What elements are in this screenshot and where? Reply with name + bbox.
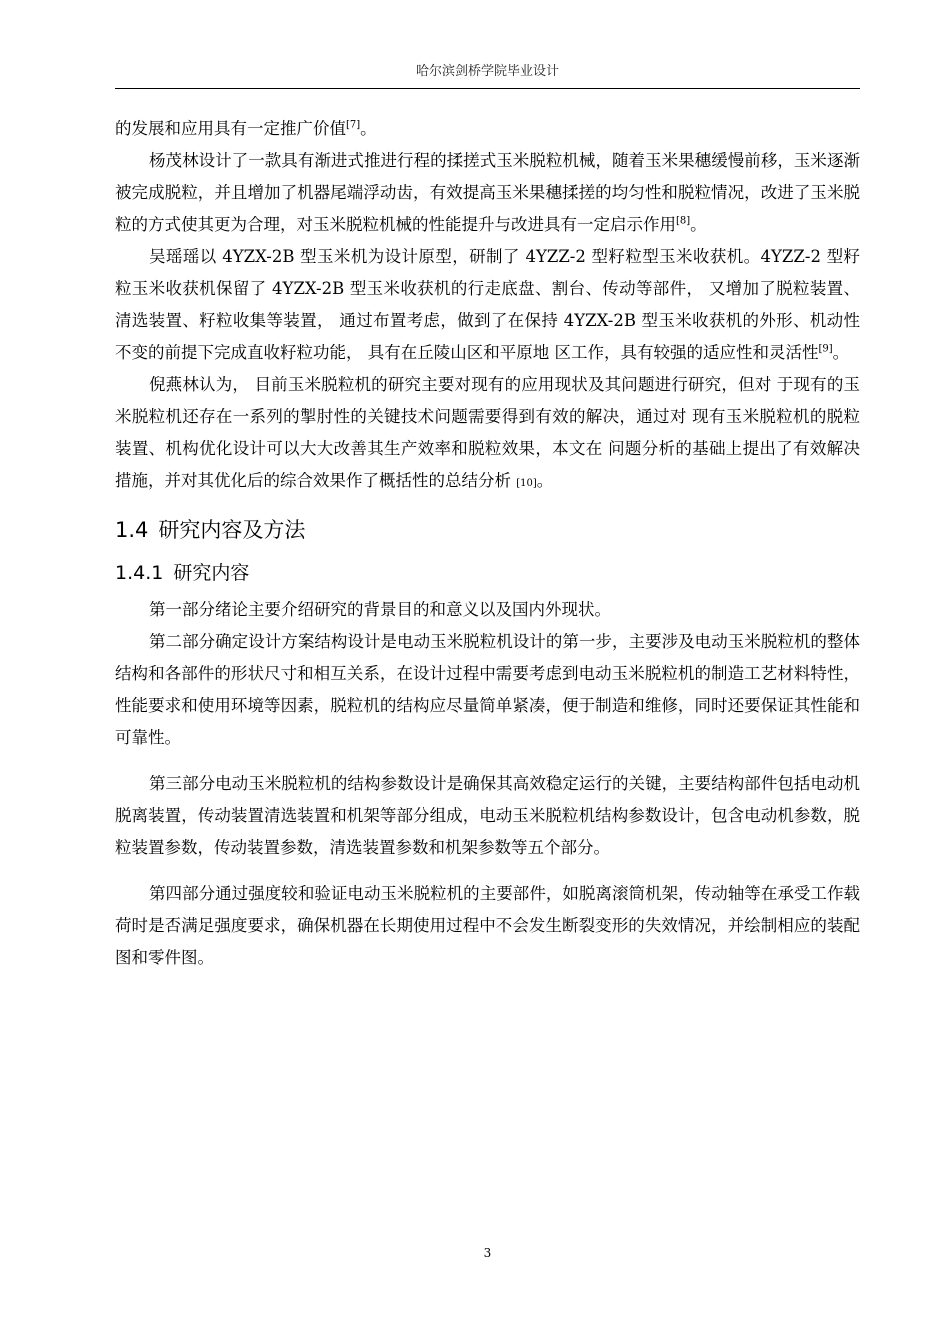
page-number: 3 (483, 1246, 492, 1260)
content-paragraph-2: 第二部分确定设计方案结构设计是电动玉米脱粒机设计的第一步，主要涉及电动玉米脱粒机的整体结构和各部件的形状尺寸和相互关系，在设计过程中需要考虑到电动玉米脱粒机的制造工艺材料特性，性能要求和使用环境等因素，脱粒机的结构应尽量简单紧凑，便于制造和维修，同时还要保证其性能和可靠性。 (115, 632, 860, 747)
section-heading (115, 508, 860, 552)
subsection-heading (115, 552, 860, 594)
content-paragraph-4: 第四部分通过强度较和验证电动玉米脱粒机的主要部件，如脱离滚筒机架，传动轴等在承受工作载荷时是否满足强度要求，确保机器在长期使用过程中不会发生断裂变形的失效情况，并绘制相应的装配图和零件图。 (115, 884, 860, 967)
paragraph-text: 倪燕林认为， 目前玉米脱粒机的研究主要对现有的应用现状及其问题进行研究，但对 于现有的玉米脱粒机还存在一系列的掣肘性的关键技术问题需要得到有效的解决，通过对 现有玉米脱粒机的脱粒装置、机构优化设计可以大大改善其生产效率和脱粒效果，本文在 问题分析的基础上提出了有效解决措施，并对其优化后的综合效果作了概括性的总结分析 (115, 375, 860, 490)
running-header: 哈尔滨剑桥学院毕业设计 (415, 64, 559, 79)
section-title: 研究内容及方法 (158, 518, 306, 542)
subsection-number: 1.4.1 (115, 562, 164, 584)
citation-ref: [8] (676, 215, 691, 227)
paragraph-continuation (115, 113, 860, 145)
citation-ref: [9] (818, 343, 833, 355)
main-content (115, 113, 860, 974)
subsection-title: 研究内容 (173, 562, 250, 584)
header-rule (115, 88, 860, 89)
paragraph-end: 。 (360, 119, 377, 138)
paragraph-end: 。 (690, 215, 707, 234)
paragraph-yang (115, 145, 860, 241)
content-paragraph-3: 第三部分电动玉米脱粒机的结构参数设计是确保其高效稳定运行的关键，主要结构部件包括电动机脱离装置，传动装置清选装置和机架等部分组成，电动玉米脱粒机结构参数设计，包含电动机参数，脱粒装置参数，传动装置参数，清选装置参数和机架参数等五个部分。 (115, 774, 860, 857)
citation-ref: [10] (516, 478, 537, 489)
citation-ref: [7] (346, 119, 361, 131)
paragraph-ni (115, 369, 860, 500)
paragraph-wu (115, 241, 860, 369)
content-paragraph-1: 第一部分绪论主要介绍研究的背景目的和意义以及国内外现状。 (149, 600, 611, 619)
paragraph-text: 杨茂林设计了一款具有渐进式推进行程的揉搓式玉米脱粒机械，随着玉米果穗缓慢前移，玉米逐渐被完成脱粒，并且增加了机器尾端浮动齿，有效提高玉米果穗揉搓的均匀性和脱粒情况，改进了玉米脱粒的方式使其更为合理，对玉米脱粒机械的性能提升与改进具有一定启示作用 (115, 151, 860, 234)
section-number: 1.4 (115, 518, 149, 542)
paragraph-end: 。 (536, 471, 554, 490)
paragraph-text: 吴瑶瑶以 4YZX-2B 型玉米机为设计原型，研制了 4YZZ-2 型籽粒型玉米收获机。4YZZ-2 型籽粒玉米收获机保留了 4YZX-2B 型玉米收获机的行走底盘、割台、传动等部件， 又增加了脱粒装置、清选装置、籽粒收集等装置， 通过布置考虑，做到了在保持 4YZX-2B 型玉米收获机的外形、机动性不变的前提下完成直收籽粒功能， 具有在丘陵山区和平原地 区工作，具有较强的适应性和灵活性 (115, 247, 860, 362)
paragraph-text: 的发展和应用具有一定推广价值 (115, 119, 346, 138)
paragraph-end: 。 (832, 343, 850, 362)
